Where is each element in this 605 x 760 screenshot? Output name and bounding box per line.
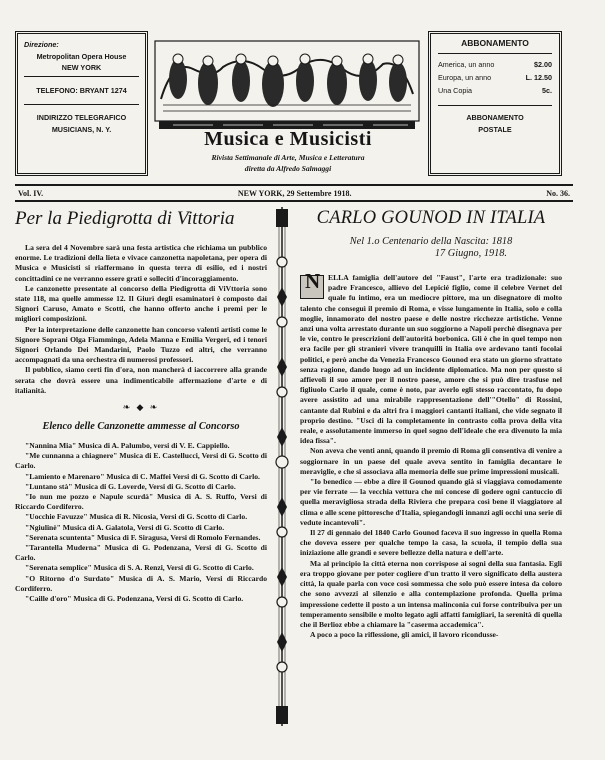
subscription-box <box>428 31 562 176</box>
subscription-row <box>438 60 552 69</box>
list-item: "Io nun me pozzo e Napule scurdà" Musica di A. S. Ruffo, Versi di Riccardo Cordiferro. <box>15 492 267 512</box>
list-item: "Me cunnanna a chiagnere" Musica di E. Castellucci, Versi di G. Scotto di Carlo. <box>15 451 267 471</box>
volume-label: Vol. IV. <box>18 188 44 198</box>
list-item: "Luntano stà" Musica di G. Loverde, Versi di G. Scotto di Carlo. <box>25 481 236 491</box>
list-item: "Uocchie Favuzze" Musica di R. Nicosia, Versi di G. Scotto di Carlo. <box>25 512 248 522</box>
telegraph-line-2: MUSICIANS, N. Y. <box>51 125 112 134</box>
list-item: "Caille d'oro" Musica di G. Podenzana, Versi di G. Scotto di Carlo. <box>25 594 244 604</box>
article-paragraph: Non aveva che venti anni, quando il premio di Roma gli consentiva di venire a soggiornare in un paese del quale aveva sentito in famiglia decantare le meraviglie, e che si associava alla memoria delle sue prime impressioni musicali. <box>300 446 562 476</box>
article-paragraph: Per la interpretazione delle canzonette han concorso valenti artisti come le Signore Soprani Olga Fiammingo, Adela Manna e Emilia Vergeri, ed i tenori Signori Orlando Dei Mandarini, Paolo Tuzzo ed altri, che verranno accompagnati da una orchestra di numerosi professori. <box>15 324 267 365</box>
dropcap-illustration <box>300 269 324 299</box>
list-item: "Nannina Mia" Musica di A. Palumbo, versi di V. E. Cappiello. <box>25 441 230 451</box>
right-article-date: 17 Giugno, 1918. <box>434 248 507 259</box>
dancers-banner-illustration <box>153 39 421 134</box>
postal-line-1: ABBONAMENTO <box>466 113 524 122</box>
subscription-row-label: America, un anno <box>438 60 495 69</box>
subscription-row-label: Europa, un anno <box>438 73 492 82</box>
article-paragraph: Il 27 di gennaio del 1840 Carlo Gounod faceva il suo ingresso in quella Roma che doveva essere per qualche tempo la casa, la scuola, il tempio della sua iniziazione alle grandi e severe bellezze della natura e dell'arte. <box>300 528 562 558</box>
subscription-row <box>438 73 552 82</box>
masthead-director: diretta da Alfredo Salmaggi <box>244 164 332 173</box>
masthead-title: Musica e Musicisti <box>204 128 372 150</box>
article-paragraph: La sera del 4 Novembre sarà una festa artistica che richiama un pubblico enorme. Le tradizioni della lieta e vivace canzonetta napoletana, per opera di Musica e Musicisti si riaffermano in questa terra di esilio, ed i nostri concittadini ce ne verranno essere grati e solleciti d'incoraggiamento. <box>15 243 267 283</box>
right-article-body <box>300 269 562 640</box>
postal-line-2: POSTALE <box>478 124 512 134</box>
subscription-title: ABBONAMENTO <box>438 38 552 54</box>
article-paragraph: Ma al principio la città eterna non corrispose ai sogni della sua fantasia. Egli era troppo giovane per poter cogliere d'un tratto il vero significato della austera città, la quale parla con voce così sommessa che solo può essere intesa da coloro che sono avvezzi al silenzio e alla contemplazione profonda. Quella prima impressione cedette il posto a un intensa malinconia cui forse contribuiva per un temperamento sensibile e molto legato agli affatti famigliari, la serenità di quella che il Berlioz ebbe a chiamare la "caserma accademica". <box>300 558 562 629</box>
article-paragraph: A poco a poco la riflessione, gli amici, il lavoro ricondusse- <box>310 630 499 640</box>
phone-line: TELEFONO: BRYANT 1274 <box>36 86 127 95</box>
direction-box <box>15 31 148 176</box>
direction-label: Direzione: <box>24 40 59 49</box>
article-paragraph: Il pubblico, siamo certi fin d'ora, non mancherà d iaccorrere alla grande serata che dovrà essere una indimenticabile affermazione d'arte e di italianità. <box>15 365 267 395</box>
article-paragraph: Le canzonette presentate al concorso della Piedigrotta di ViVttoria sono state 118, ma quelle ammesse 12. Il Giurì degli esaminatori è composto dai Signori Caruso, Amato e Scotti, che hanno offerto anche i premi per le migliori composizioni. <box>15 283 267 324</box>
issue-number: No. 36. <box>546 188 570 198</box>
direction-section <box>24 37 139 77</box>
song-list-title: Elenco delle Canzonette ammesse al Concorso <box>42 421 240 433</box>
list-item: "Lamiento e Marenaro" Musica di C. Maffei Versi di G. Scotto di Carlo. <box>25 471 260 481</box>
subscription-row-value: L. 12.50 <box>525 73 552 82</box>
place-date: NEW YORK, 29 Settembre 1918. <box>237 188 352 198</box>
right-article <box>300 208 562 640</box>
left-article <box>15 208 267 604</box>
list-item: "O Ritorno d'o Surdato" Musica di A. S. Mario, Versi di Riccardo Cordiferro. <box>15 573 267 593</box>
article-paragraph: ELLA famiglia dell'autore del "Faust", l'arte era tradizionale: suo padre Francesco, allievo del Lepicié figlio, come il celebre Vernet del quale fu intimo, era un mediocre pittore, ma un disegnatore di molto talento che conseguì il premio di Roma, e visse lungamente in Italia, solo e colla moglie, innamorato del nostro paese e delle nostre ricchezze artistiche. Venne anzi una volta arrestato durante un suo soggiorno a Napoli perchè disegnava per le vie, contro le prescrizioni dell'autorità borbonica. Gli è che in quel tempo non era facile per gli stranieri vivere tranquilli in Italia ove ardevano tanti focolai politici, e però anche da Venezia Francesco Gounod era stato un giorno sfrattato senza ragione, dando luogo ad un incidente diplomatico. Ma non per questo si affievolì il suo amore per il nostro paese, amore che si può dire trasfuse nel figliuolo Carlo il quale, come è noto, par averlo egli stesso raccontato, fu dopo avere assistito ad una mirabile rappresentazione dell'"Otello" di Rossini, cantante dal Rubini e da altri fra i maggiori cantanti italiani, che vide segnato il proprio destino. "Usci di la completamente in contrasto colla prova della vita reale, e assolutamente immerso in quel sogno dell'ideale che era divenuto la mia idea fissa". <box>300 273 562 446</box>
postal-subscription <box>438 105 552 135</box>
telegraph-section <box>24 105 139 138</box>
list-item: "Serenata semplice" Musica di S. A. Renzi, Versi di G. Scotto di Carlo. <box>25 563 254 573</box>
subscription-row-value: $2.00 <box>534 60 552 69</box>
list-item: "Tarantella Muderna" Musica di G. Podenzana, Versi di G. Scotto di Carlo. <box>15 543 267 563</box>
article-paragraph: "Io benedico — ebbe a dire il Gounod quando già si viaggiava comodamente per vie ferrate — la vecchia vettura che mi concese di godere ogni cantuccio di quella meravigliosa strada della Riviera che prepara così bene il viaggiatore al clima e alle scene pittoresche d'Italia, spiegandogli innanzi agli occhi una serie di vedute incantevoli". <box>300 477 562 527</box>
subscription-row <box>438 86 552 95</box>
right-article-subtitle: Nel 1.o Centenario della Nascita: 1818 <box>349 236 513 247</box>
dropcap-letter: N <box>305 269 321 293</box>
telegraph-line-1: INDIRIZZO TELEGRAFICO <box>36 113 127 122</box>
ornamental-column-divider <box>273 207 291 726</box>
subscription-row-label: Una Copia <box>438 86 472 95</box>
ornament-divider: ❧ ◆ ❧ <box>122 402 160 413</box>
issue-dateline <box>15 184 573 202</box>
venue-line-2: NEW YORK <box>61 63 102 72</box>
subscription-row-value: 5c. <box>542 86 552 95</box>
list-item: "Serenata scuntenta" Musica di F. Siragusa, Versi di Romolo Fernandes. <box>25 532 261 542</box>
left-article-title: Per la Piedigrotta di Vittoria <box>15 208 235 229</box>
venue-line-1: Metropolitan Opera House <box>36 52 127 61</box>
list-item: "Ngiulinè" Musica di A. Galatola, Versi di G. Scotto di Carlo. <box>25 522 225 532</box>
phone-section <box>24 77 139 105</box>
song-list <box>15 441 267 604</box>
masthead-subtitle: Rivista Settimanale di Arte, Musica e Letteratura <box>211 153 365 162</box>
right-article-title: CARLO GOUNOD IN ITALIA <box>316 208 546 228</box>
